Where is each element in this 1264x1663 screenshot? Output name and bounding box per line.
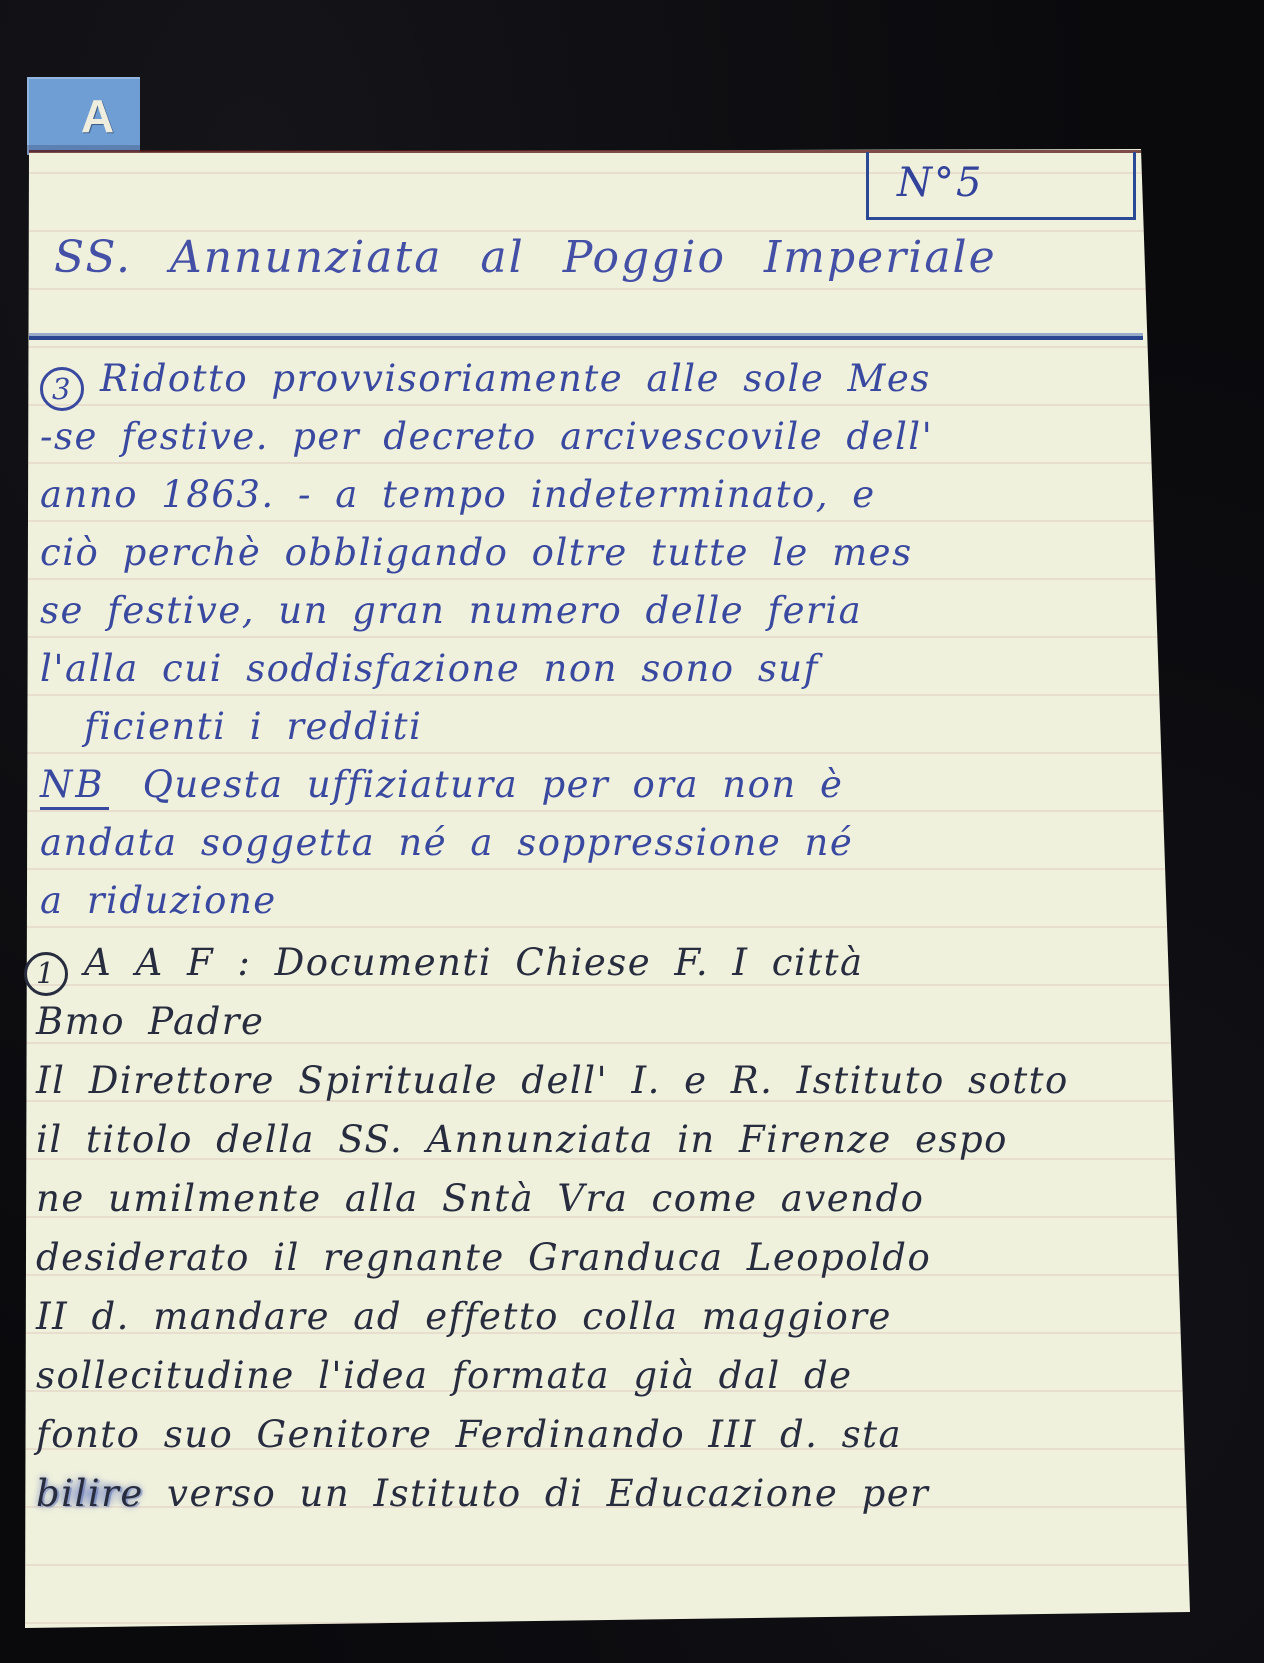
card-number-box — [866, 152, 1136, 220]
handwriting-line: se festive, un gran numero delle feria — [40, 589, 863, 632]
card-title: SS. Annunziata al Poggio Imperiale — [54, 232, 997, 283]
handwriting-line: II d. mandare ad effetto colla maggiore — [36, 1295, 892, 1338]
handwriting-line: desiderato il regnante Granduca Leopoldo — [36, 1236, 932, 1279]
handwriting-line: Bmo Padre — [36, 1000, 265, 1043]
card-number: N°5 — [897, 160, 984, 206]
handwriting-line: a riduzione — [40, 879, 277, 922]
handwriting-line: Il Direttore Spirituale dell' I. e R. Istituto sotto — [36, 1059, 1069, 1102]
index-tab — [27, 77, 140, 155]
handwriting-line: ficienti i redditi — [84, 705, 423, 748]
handwriting-line: fonto suo Genitore Ferdinando III d. sta — [36, 1413, 903, 1456]
handwriting-line: l'alla cui soddisfazione non sono suf — [40, 647, 819, 690]
smudged-word: bilire — [36, 1472, 144, 1515]
handwriting-line: ciò perchè obbligando oltre tutte le mes — [40, 531, 913, 574]
entry-3 — [40, 350, 933, 930]
handwriting-line: -se festive. per decreto arcivescovile dell' — [40, 415, 934, 458]
nb-label: NB — [40, 763, 109, 810]
entry-1 — [36, 933, 1069, 1523]
index-tab-letter: A — [80, 90, 115, 142]
handwriting-line: andata soggetta né a soppressione né — [40, 821, 854, 864]
handwriting-text: Questa uffiziatura per ora non è — [142, 763, 844, 806]
handwriting-line: anno 1863. - a tempo indeterminato, e — [40, 473, 876, 516]
handwriting-line — [40, 350, 933, 408]
handwriting-text: verso un Istituto di Educazione per — [167, 1472, 930, 1515]
header-rule — [29, 336, 1143, 340]
handwriting-line: il titolo della SS. Annunziata in Firenze espo — [36, 1118, 1008, 1161]
handwriting-line — [36, 1464, 1069, 1523]
handwriting-line: sollecitudine l'idea formata già dal de — [36, 1354, 853, 1397]
handwriting-text: A A F : Documenti Chiese F. I città — [84, 941, 864, 984]
entry-1-marker: 1 — [24, 952, 68, 996]
handwriting-text: Ridotto provvisoriamente alle sole Mes — [100, 357, 931, 400]
handwriting-line: ne umilmente alla Sntà Vra come avendo — [36, 1177, 925, 1220]
handwriting-line — [40, 756, 933, 814]
entry-3-marker: 3 — [40, 367, 84, 411]
handwriting-line — [36, 933, 1069, 992]
